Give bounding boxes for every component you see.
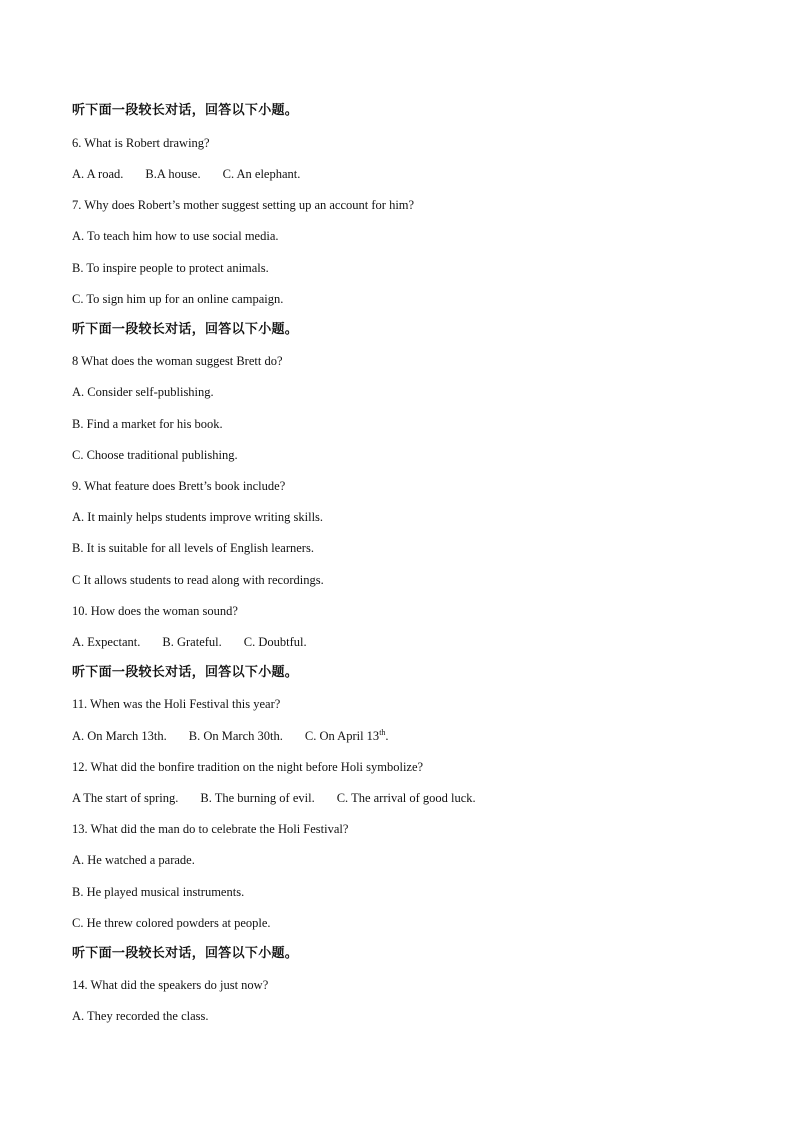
section-heading: 听下面一段较长对话，回答以下小题。 bbox=[72, 322, 299, 337]
section-heading: 听下面一段较长对话，回答以下小题。 bbox=[72, 665, 299, 680]
option-a: A The start of spring. bbox=[72, 791, 179, 805]
option-c: C. The arrival of good luck. bbox=[336, 791, 476, 805]
question-8-option-c: C. Choose traditional publishing. bbox=[72, 448, 238, 462]
option-a: A. On March 13th. bbox=[72, 729, 167, 743]
question-13-option-a: A. He watched a parade. bbox=[72, 853, 195, 867]
question-11: 11. When was the Holi Festival this year? bbox=[72, 697, 281, 711]
question-9-option-a: A. It mainly helps students improve writing skills. bbox=[72, 510, 324, 524]
question-8: 8 What does the woman suggest Brett do? bbox=[72, 354, 283, 368]
question-12-options bbox=[72, 790, 476, 806]
question-8-option-b: B. Find a market for his book. bbox=[72, 417, 223, 431]
question-11-options bbox=[72, 728, 389, 744]
question-7: 7. Why does Robert’s mother suggest setting up an account for him? bbox=[72, 198, 415, 212]
question-13: 13. What did the man do to celebrate the Holi Festival? bbox=[72, 822, 349, 836]
question-9-option-b: B. It is suitable for all levels of English learners. bbox=[72, 541, 314, 555]
question-7-option-c: C. To sign him up for an online campaign. bbox=[72, 292, 284, 306]
option-a: A. Expectant. bbox=[72, 635, 141, 649]
question-7-option-a: A. To teach him how to use social media. bbox=[72, 229, 279, 243]
question-9: 9. What feature does Brett’s book include? bbox=[72, 479, 286, 493]
question-14: 14. What did the speakers do just now? bbox=[72, 978, 269, 992]
section-heading: 听下面一段较长对话，回答以下小题。 bbox=[72, 946, 299, 961]
option-c: C. On April 13th. bbox=[304, 727, 389, 743]
question-10-options bbox=[72, 634, 307, 650]
question-12: 12. What did the bonfire tradition on the night before Holi symbolize? bbox=[72, 760, 424, 774]
option-c: C. Doubtful. bbox=[243, 635, 307, 649]
option-b: B. The burning of evil. bbox=[200, 791, 315, 805]
question-13-option-c: C. He threw colored powders at people. bbox=[72, 916, 271, 930]
question-14-option-a: A. They recorded the class. bbox=[72, 1009, 209, 1023]
option-b: B. On March 30th. bbox=[188, 729, 283, 743]
option-a: A. A road. bbox=[72, 167, 124, 181]
question-13-option-b: B. He played musical instruments. bbox=[72, 885, 245, 899]
option-b: B.A house. bbox=[145, 167, 201, 181]
section-heading: 听下面一段较长对话，回答以下小题。 bbox=[72, 103, 299, 118]
option-c: C. An elephant. bbox=[222, 167, 301, 181]
question-9-option-c: C It allows students to read along with recordings. bbox=[72, 573, 324, 587]
question-10: 10. How does the woman sound? bbox=[72, 604, 238, 618]
question-6: 6. What is Robert drawing? bbox=[72, 136, 210, 150]
question-8-option-a: A. Consider self-publishing. bbox=[72, 385, 214, 399]
question-6-options bbox=[72, 166, 300, 182]
question-7-option-b: B. To inspire people to protect animals. bbox=[72, 261, 269, 275]
option-b: B. Grateful. bbox=[162, 635, 222, 649]
